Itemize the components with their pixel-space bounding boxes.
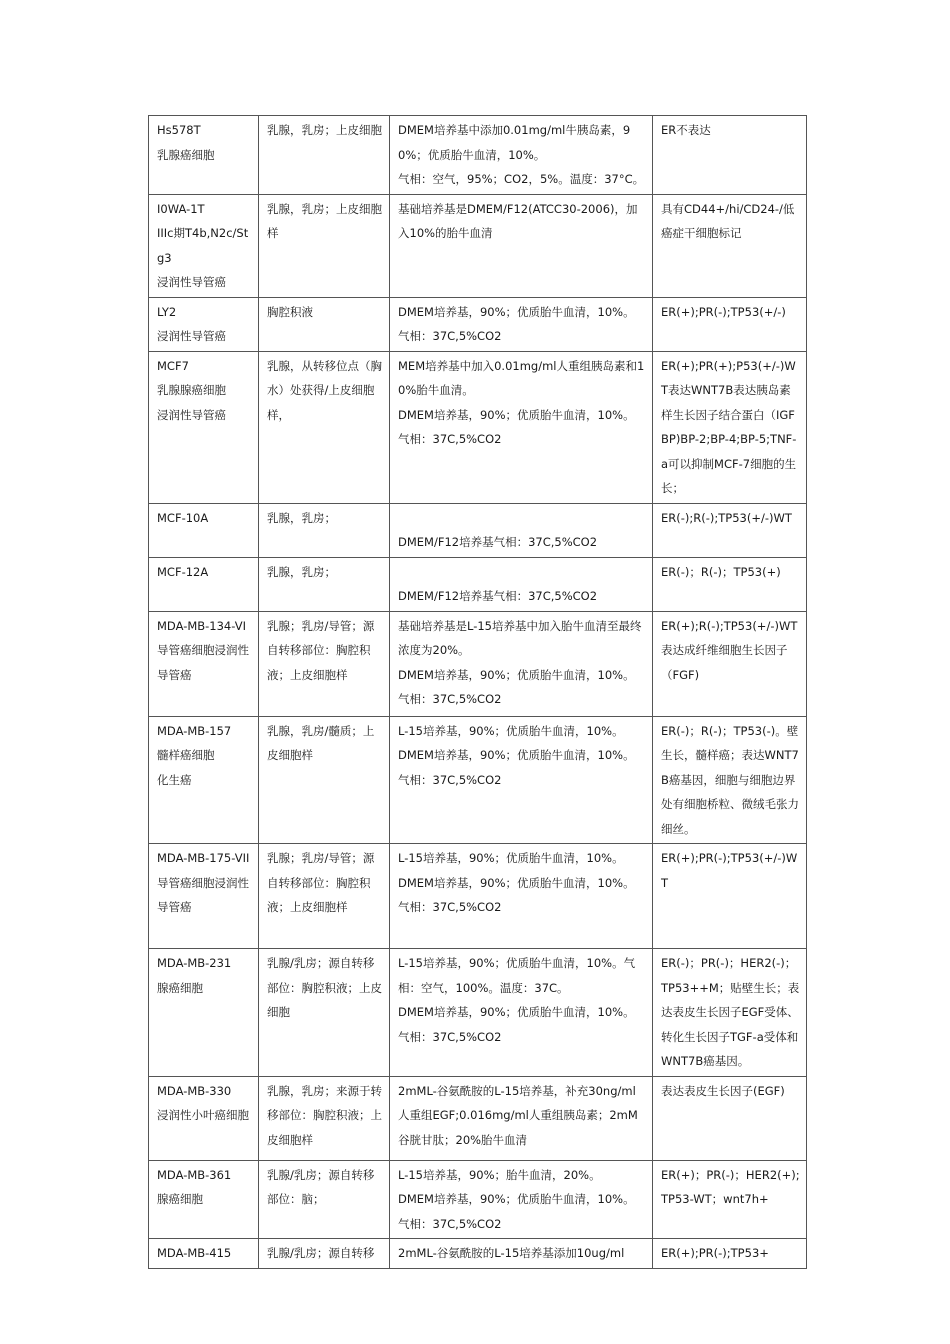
cell-line-name-cell: [149, 116, 259, 195]
culture-medium-text: DMEM培养基，90%；优质胎牛血清，10%。气相：37C,5%CO2: [398, 304, 635, 343]
culture-medium-cell: [390, 949, 653, 1077]
cell-line-name-text: 髓样癌细胞: [157, 748, 215, 762]
cell-line-name-text: 乳腺癌细胞: [157, 147, 215, 162]
culture-medium-cell: [390, 194, 653, 297]
markers-text: ER(+);PR(+);P53(+/-)WT表达WNT7B表达胰岛素样生长因子结合蛋白（IGFBP)BP-2;BP-4;BP-5;TNF-a可以抑制MCF-7细胞的生长；: [661, 358, 797, 495]
table-row: [149, 1239, 807, 1269]
tissue-source-text: 乳腺，乳房；上皮细胞样: [267, 201, 382, 240]
culture-medium-cell: [390, 1076, 653, 1160]
cell-line-table: [148, 115, 807, 1269]
culture-medium-cell: [390, 297, 653, 351]
table-row: [149, 611, 807, 716]
cell-line-name-cell: [149, 351, 259, 503]
markers-text: 表达表皮生长因子(EGF): [661, 1083, 785, 1098]
table-row: [149, 116, 807, 195]
culture-medium-text: 气相：37C,5%CO2: [398, 900, 502, 914]
cell-line-name-text: 浸润性小叶癌细胞: [157, 1108, 249, 1122]
cell-line-name-cell: [149, 1160, 259, 1239]
tissue-source-cell: [259, 194, 390, 297]
tissue-source-text: 乳腺，从转移位点（胸水）处获得/上皮细胞样，: [267, 358, 382, 422]
cell-line-name-text: MDA-MB-361: [157, 1167, 232, 1182]
tissue-source-cell: [259, 557, 390, 611]
cell-line-name-text: I0WA-1T: [157, 201, 205, 216]
culture-medium-text: 2mML-谷氨酰胺的L-15培养基添加10ug/ml: [398, 1246, 625, 1260]
culture-medium-cell: [390, 1160, 653, 1239]
markers-text: ER(-)；R(-)；TP53(-)。壁生长，髓样癌；表达WNT7B癌基因，细胞与细胞边界处有细胞桥粒、微绒毛张力细丝。: [661, 723, 799, 836]
markers-text: ER不表达: [661, 123, 711, 137]
cell-line-name-text: MDA-MB-231: [157, 956, 232, 970]
cell-line-name-cell: [149, 949, 259, 1077]
cell-line-name-cell: [149, 557, 259, 611]
cell-line-name-text: 导管癌细胞浸润性导管癌: [157, 875, 249, 914]
markers-cell: [653, 557, 807, 611]
culture-medium-cell: [390, 611, 653, 716]
markers-text: ER(+);PR(-);TP53(+/-)WT: [661, 851, 798, 890]
culture-medium-cell: [390, 716, 653, 844]
culture-medium-text: DMEM培养基，90%；优质胎牛血清，10%。: [398, 748, 635, 762]
table-row: [149, 503, 807, 557]
tissue-source-text: 乳腺，乳房/髓质；上皮细胞样: [267, 723, 375, 762]
markers-cell: [653, 611, 807, 716]
cell-line-name-text: 化生癌: [157, 772, 192, 787]
culture-medium-cell: [390, 557, 653, 611]
table-row: [149, 716, 807, 844]
cell-line-name-text: MDA-MB-330: [157, 1083, 232, 1098]
tissue-source-text: 乳腺，乳房；上皮细胞: [267, 123, 382, 137]
markers-text: 具有CD44+/hi/CD24-/低癌症干细胞标记: [661, 201, 795, 240]
markers-text: ER(-)；R(-)；TP53(+): [661, 564, 781, 579]
markers-cell: [653, 194, 807, 297]
culture-medium-cell: [390, 116, 653, 195]
tissue-source-text: 乳腺，乳房；来源于转移部位：胸腔积液；上皮细胞样: [267, 1083, 382, 1147]
markers-text: ER(+);PR(-);TP53(+/-): [661, 304, 786, 319]
culture-medium-text: L-15培养基，90%；优质胎牛血清，10%。: [398, 851, 624, 865]
culture-medium-text: DMEM培养基，90%；优质胎牛血清，10%。气相：37C,5%CO2: [398, 667, 635, 706]
culture-medium-text: DMEM/F12培养基气相：37C,5%CO2: [398, 535, 598, 549]
tissue-source-cell: [259, 1076, 390, 1160]
tissue-source-text: 乳腺，乳房；: [267, 564, 336, 579]
culture-medium-text: [398, 560, 646, 585]
tissue-source-cell: [259, 503, 390, 557]
markers-cell: [653, 297, 807, 351]
cell-line-name-text: MDA-MB-134-VI: [157, 618, 246, 633]
tissue-source-text: 乳腺/乳房；源自转移: [267, 1246, 375, 1260]
cell-line-name-text: MCF7: [157, 358, 189, 373]
table-row: [149, 297, 807, 351]
markers-text: ER(-)；PR(-)；HER2(-)；TP53++M；贴壁生长；表达表皮生长因子EGF受体、转化生长因子TGF-a受体和WNT7B癌基因。: [661, 956, 800, 1068]
cell-line-name-text: 腺癌细胞: [157, 980, 203, 995]
cell-line-name-text: MDA-MB-175-VII: [157, 851, 250, 865]
cell-line-name-text: MDA-MB-157: [157, 723, 232, 738]
tissue-source-text: 乳腺，乳房；: [267, 510, 336, 525]
tissue-source-cell: [259, 351, 390, 503]
table-row: [149, 557, 807, 611]
culture-medium-text: L-15培养基，90%；优质胎牛血清，10%。气相：空气，100%。温度：37C。: [398, 956, 636, 995]
markers-text: ER(-);R(-);TP53(+/-)WT: [661, 510, 792, 525]
culture-medium-text: DMEM培养基中添加0.01mg/ml牛胰岛素，90%；优质胎牛血清，10%。: [398, 123, 631, 162]
cell-line-name-text: 浸润性导管癌: [157, 329, 226, 343]
cell-line-name-cell: [149, 611, 259, 716]
table-row: [149, 949, 807, 1077]
markers-cell: [653, 1076, 807, 1160]
culture-medium-text: 基础培养基是DMEM/F12(ATCC30-2006)，加入10%的胎牛血清: [398, 201, 638, 240]
culture-medium-text: DMEM/F12培养基气相：37C,5%CO2: [398, 589, 598, 603]
cell-line-name-cell: [149, 503, 259, 557]
table-row: [149, 351, 807, 503]
markers-cell: [653, 503, 807, 557]
culture-medium-cell: [390, 351, 653, 503]
markers-text: TP53-WT；wnt7h+: [661, 1192, 769, 1206]
cell-line-name-text: Hs578T: [157, 123, 201, 137]
tissue-source-text: 乳腺；乳房/导管；源自转移部位：胸腔积液；上皮细胞样: [267, 618, 375, 682]
culture-medium-text: 气相：37C,5%CO2: [398, 772, 502, 787]
cell-line-name-text: IIIc期T4b,N2c/Stg3: [157, 226, 249, 265]
tissue-source-cell: [259, 1160, 390, 1239]
table-row: [149, 844, 807, 949]
markers-cell: [653, 949, 807, 1077]
tissue-source-text: 乳腺/乳房；源自转移部位：胸腔积液；上皮细胞: [267, 956, 382, 1019]
cell-line-name-text: MCF-12A: [157, 564, 209, 579]
cell-line-name-cell: [149, 297, 259, 351]
tissue-source-cell: [259, 716, 390, 844]
culture-medium-text: L-15培养基，90%；优质胎牛血清，10%。: [398, 723, 624, 738]
cell-line-name-cell: [149, 1076, 259, 1160]
table-row: [149, 194, 807, 297]
markers-text: ER(+)；PR(-)；HER2(+);: [661, 1167, 800, 1182]
cell-line-name-text: 导管癌细胞浸润性导管癌: [157, 643, 249, 682]
tissue-source-text: 胸腔积液: [267, 304, 313, 319]
tissue-source-text: 乳腺；乳房/导管；源自转移部位：胸腔积液；上皮细胞样: [267, 851, 375, 914]
culture-medium-cell: [390, 503, 653, 557]
culture-medium-text: DMEM培养基，90%；优质胎牛血清，10%。气相：37C,5%CO2: [398, 407, 635, 446]
table-row: [149, 1076, 807, 1160]
culture-medium-text: 2mML-谷氨酰胺的L-15培养基，补充30ng/ml人重组EGF;0.016mg/ml人重组胰岛素；2mM谷胱甘肽；20%胎牛血清: [398, 1083, 638, 1147]
cell-line-name-cell: [149, 1239, 259, 1269]
culture-medium-text: 基础培养基是L-15培养基中加入胎牛血清至最终浓度为20%。: [398, 618, 642, 657]
markers-text: ER(+);R(-);TP53(+/-)WT表达成纤维细胞生长因子（FGF): [661, 618, 798, 682]
culture-medium-text: 气相：空气，95%；CO2，5%。温度：37°C。: [398, 172, 645, 186]
cell-line-name-text: MCF-10A: [157, 510, 209, 525]
cell-line-name-text: 乳腺腺癌细胞: [157, 383, 226, 397]
cell-line-name-text: LY2: [157, 304, 177, 319]
cell-line-name-text: 浸润性导管癌: [157, 407, 226, 422]
table-body: [149, 116, 807, 1269]
culture-medium-text: [398, 506, 646, 531]
culture-medium-text: DMEM培养基，90%；优质胎牛血清，10%。: [398, 875, 635, 890]
tissue-source-cell: [259, 1239, 390, 1269]
markers-cell: [653, 844, 807, 949]
cell-line-name-text: 腺癌细胞: [157, 1192, 203, 1206]
tissue-source-cell: [259, 116, 390, 195]
cell-line-name-cell: [149, 844, 259, 949]
culture-medium-text: L-15培养基，90%；胎牛血清，20%。: [398, 1167, 601, 1182]
culture-medium-cell: [390, 1239, 653, 1269]
markers-cell: [653, 116, 807, 195]
tissue-source-text: 乳腺/乳房；源自转移部位：脑；: [267, 1167, 375, 1206]
culture-medium-text: DMEM培养基，90%；优质胎牛血清，10%。气相：37C,5%CO2: [398, 1005, 635, 1044]
culture-medium-cell: [390, 844, 653, 949]
culture-medium-text: DMEM培养基，90%；优质胎牛血清，10%。: [398, 1192, 635, 1206]
cell-line-name-text: 浸润性导管癌: [157, 275, 226, 289]
table-row: [149, 1160, 807, 1239]
markers-cell: [653, 1239, 807, 1269]
cell-line-name-cell: [149, 716, 259, 844]
markers-text: ER(+);PR(-);TP53+: [661, 1246, 769, 1260]
culture-medium-text: 气相：37C,5%CO2: [398, 1216, 502, 1231]
culture-medium-text: MEM培养基中加入0.01mg/ml人重组胰岛素和10%胎牛血清。: [398, 358, 645, 397]
markers-cell: [653, 351, 807, 503]
tissue-source-cell: [259, 297, 390, 351]
tissue-source-cell: [259, 844, 390, 949]
cell-line-name-text: MDA-MB-415: [157, 1246, 232, 1260]
markers-cell: [653, 1160, 807, 1239]
cell-line-name-cell: [149, 194, 259, 297]
markers-cell: [653, 716, 807, 844]
tissue-source-cell: [259, 949, 390, 1077]
tissue-source-cell: [259, 611, 390, 716]
